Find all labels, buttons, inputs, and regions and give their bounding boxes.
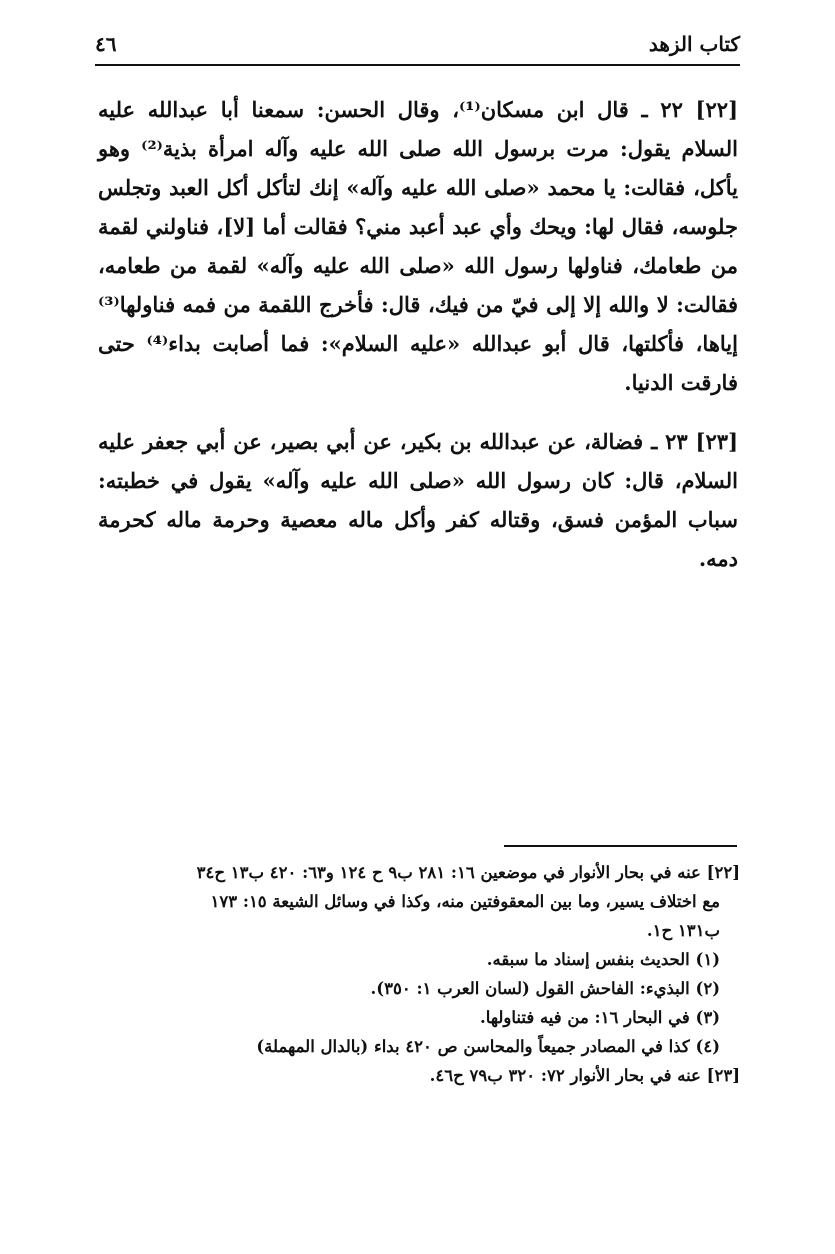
footnote-4: (٤) كذا في المصادر جميعاً والمحاسن ص ٤٢٠ بداء (بالدال المهملة) — [256, 1037, 720, 1056]
footnote-source-22-line-1: [٢٢] عنه في بحار الأنوار في موضعين ١٦: ٢٨١ ب٩ ح ١٢٤ و٦٣: ٤٢٠ ب١٣ ح٣٤ — [196, 863, 740, 882]
footnote-1: (١) الحديث بنفس إسناد ما سبقه. — [486, 950, 720, 969]
hadith-23-paragraph: [٢٣] ٢٣ ـ فضالة، عن عبدالله بن بكير، عن أبي بصير، عن أبي جعفر عليه السلام، قال: كان رسول الله «صلى الله عليه وآله» يقول في خطبته: سباب المؤمن فسق، وقتاله كفر وأكل ماله معصية وحرمة ماله كحرمة دمه. — [98, 429, 739, 571]
footnote-source-22-line-2: مع اختلاف يسير، وما بين المعقوفتين منه، وكذا في وسائل الشيعة ١٥: ١٧٣ — [210, 892, 720, 911]
footnote-source-22-line-3: ب١٣١ ح١. — [646, 921, 720, 940]
footnote-source-23: [٢٣] عنه في بحار الأنوار ٧٢: ٣٢٠ ب٧٩ ح٤٦. — [429, 1066, 740, 1085]
hadith-22-paragraph: [٢٢] ٢٢ ـ قال ابن مسكان⁽¹⁾، وقال الحسن: سمعنا أبا عبدالله عليه السلام يقول: مرت برسول الله صلى الله عليه وآله امرأة بذية⁽²⁾ وهو يأكل، فقالت: يا محمد «صلى الله عليه وآله» إنك لتأكل أكل العبد وتجلس جلوسه، فقال لها: ويحك وأي عبد أعبد مني؟ فقالت أما [لا]، فناولني لقمة من طعامك، فناولها رسول الله «صلى الله عليه وآله» لقمة من طعامه، فقالت: لا والله إلا إلى فيّ من فيك، قال: فأخرج اللقمة من فمه فناولها⁽³⁾ إياها، فأكلتها، قال أبو عبدالله «عليه السلام»: فما أصابت بداء⁽⁴⁾ حتى فارقت الدنيا. — [98, 97, 738, 395]
page-number: ٤٦ — [95, 32, 117, 56]
page-header — [95, 28, 740, 66]
running-title: كتاب الزهد — [648, 32, 740, 56]
footnote-2: (٢) البذيء: الفاحش القول (لسان العرب ١: ٣٥٠). — [370, 979, 720, 998]
footnotes — [95, 858, 740, 1090]
footnote-separator — [504, 845, 737, 847]
footnote-3: (٣) في البحار ١٦: من فيه فتناولها. — [479, 1008, 720, 1027]
main-text — [98, 90, 738, 578]
